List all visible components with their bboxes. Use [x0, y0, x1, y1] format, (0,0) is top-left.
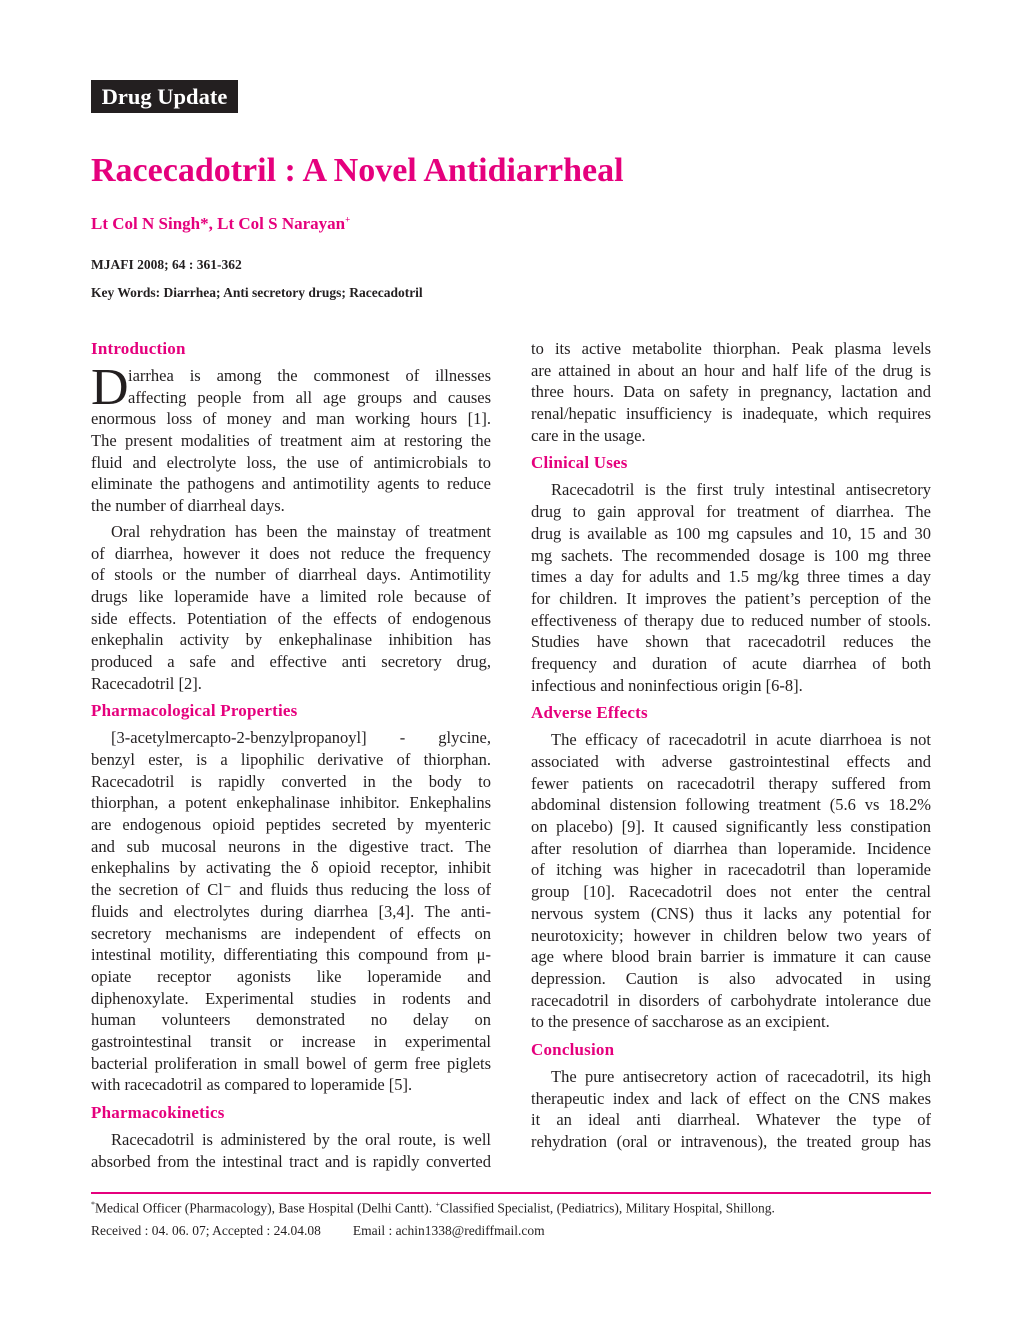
email[interactable]: Email : achin1338@rediffmail.com [352, 1223, 545, 1238]
text-line: absorbed from the intestinal tract and is rapidly converted [91, 1151, 491, 1171]
text-line: human volunteers demonstrated no delay on [91, 1010, 491, 1030]
text-line: to its active metabolite thiorphan. Peak plasma levels [531, 339, 931, 358]
text-line: enkephalins by activating the δ opioid receptor, inhibit [91, 858, 491, 878]
section-heading: Clinical Uses [531, 453, 628, 473]
affiliation-2: Classified Specialist, (Pediatrics), Military Hospital, Shillong. [440, 1200, 775, 1216]
text-line: are endogenous opioid peptides secreted by myenteric [91, 815, 491, 835]
author-2-mark: + [345, 214, 351, 225]
section-heading: Pharmacokinetics [91, 1103, 225, 1122]
author-1: Lt Col N Singh* [91, 214, 209, 233]
affiliation-1-mark: * [91, 1200, 95, 1209]
text-line: mg sachets. The recommended dosage is 100 mg three [531, 545, 931, 565]
affiliation-2-mark: + [435, 1200, 441, 1209]
text-line: thiorphan, a potent enkephalinase inhibitor. Enkephalins [91, 793, 491, 813]
text-line: gastrointestinal transit or increase in experimental [91, 1031, 491, 1051]
text-line: times a day for adults and 1.5 mg/kg three times a day [531, 567, 931, 587]
text-line: nervous system (CNS) thus it lacks any potential for [531, 903, 931, 923]
text-line: eliminate the pathogens and antimotility agents to reduce [91, 474, 491, 494]
section-badge: Drug Update [91, 80, 238, 113]
text-line: therapeutic index and lack of effect on the CNS makes [531, 1088, 931, 1108]
text-line: enkephalin activity by enkephalinase inhibition has [91, 630, 491, 650]
text-line: enormous loss of money and man working hours [1]. [91, 409, 491, 429]
paragraph [531, 479, 931, 696]
text-line: affecting people from all age groups and causes [128, 387, 491, 407]
text-line: Racecadotril is the first truly intestinal antisecretory [551, 480, 931, 500]
text-line: diphenoxylate. Experimental studies in rodents and [91, 988, 491, 1008]
text-line: care in the usage. [531, 425, 646, 445]
paragraph [531, 729, 931, 1033]
article-title: Racecadotril : A Novel Antidiarrheal [91, 152, 624, 189]
text-line: depression. Caution is also advocated in using [531, 968, 931, 988]
text-line: neurotoxicity; however in children below two years of [531, 925, 931, 945]
text-line: of diarrhea, however it does not reduce the frequency [91, 543, 491, 563]
text-line: group [10]. Racecadotril does not enter the central [531, 882, 931, 902]
text-line: opiate receptor agonists like loperamide and [91, 966, 491, 986]
text-line: three hours. Data on safety in pregnancy, lactation and [531, 382, 931, 402]
paragraph [531, 1066, 931, 1153]
dates-and-email [91, 1223, 545, 1239]
text-line: frequency and duration of acute diarrhea of both [531, 653, 931, 673]
text-line: the secretion of Cl⁻ and fluids thus reducing the loss of [91, 880, 491, 900]
text-line: are attained in about an hour and half life of the drug is [531, 360, 931, 380]
text-line: it an ideal anti diarrheal. Whatever the type of [531, 1110, 931, 1130]
text-line: rehydration (oral or intravenous), the treated group has [531, 1132, 931, 1151]
text-line: and sub mucosal neurons in the digestive tract. The [91, 836, 491, 856]
text-line: fluid and electrolyte loss, the use of antimicrobials to [91, 452, 491, 472]
text-line: of itching was higher in racecadotril than loperamide [531, 860, 931, 880]
text-line: for children. It improves the patient’s perception of the [531, 588, 931, 608]
section-heading: Introduction [91, 339, 186, 358]
paragraph [91, 521, 491, 695]
text-line: The present modalities of treatment aim at restoring the [91, 431, 491, 451]
text-line: drug to gain approval for treatment of diarrhea. The [531, 502, 931, 522]
affiliation-1: Medical Officer (Pharmacology), Base Hospital (Delhi Cantt). [95, 1200, 433, 1216]
text-line: secretory mechanisms are independent of effects on [91, 923, 491, 943]
text-line: The pure antisecretory action of racecadotril, its high [551, 1066, 931, 1086]
footer-divider [91, 1192, 931, 1194]
text-line: Oral rehydration has been the mainstay of treatment [111, 521, 491, 541]
text-line: side effects. Potentiation of the effects of endogenous [91, 608, 491, 628]
text-line: fewer patients on racecadotril therapy suffered from [531, 773, 931, 793]
text-line: after resolution of diarrhea than loperamide. Incidence [531, 838, 931, 858]
text-line: Racecadotril [2]. [91, 673, 202, 693]
text-line: with racecadotril as compared to loperamide [5]. [91, 1075, 413, 1095]
text-line: benzyl ester, is a lipophilic derivative of thiorphan. [91, 750, 491, 769]
author-separator: , [208, 214, 218, 233]
drop-cap: D [91, 359, 129, 416]
text-line: the number of diarrheal days. [91, 496, 285, 516]
paragraph [91, 1129, 491, 1172]
text-line: of stools or the number of diarrheal days. Antimotility [91, 565, 491, 585]
text-line: iarrhea is among the commonest of illnesses [128, 366, 491, 385]
text-line: on placebo) [9]. It caused significantly less constipation [531, 817, 931, 837]
text-line: The efficacy of racecadotril in acute diarrhoea is not [551, 730, 931, 750]
section-heading: Conclusion [531, 1039, 615, 1059]
text-line: intestinal motility, differentiating this compound from μ- [91, 945, 491, 965]
text-line: associated with adverse gastrointestinal effects and [531, 752, 931, 771]
text-line: to the presence of saccharose as an excipient. [531, 1012, 830, 1032]
paragraph [531, 338, 931, 446]
text-line: fluids and electrolytes during diarrhea [3,4]. The anti- [91, 901, 491, 921]
text-line: drug is available as 100 mg capsules and 10, 15 and 30 [531, 523, 931, 543]
author-2: Lt Col S Narayan [217, 214, 346, 233]
text-line: infectious and noninfectious origin [6-8]. [531, 675, 803, 695]
text-line: [3-acetylmercapto-2-benzylpropanoyl] - glycine, [111, 728, 491, 748]
keywords: Key Words: Diarrhea; Anti secretory drugs; Racecadotril [91, 285, 423, 300]
text-line: Studies have shown that racecadotril reduces the [531, 632, 931, 652]
text-line: drugs like loperamide have a limited role because of [91, 586, 491, 606]
text-line: effectiveness of therapy due to reduced number of stools. [531, 610, 931, 630]
received-accepted: Received : 04. 06. 07; Accepted : 24.04.08 [91, 1223, 321, 1238]
section-heading: Pharmacological Properties [91, 701, 298, 721]
text-line: Racecadotril is rapidly converted in the body to [91, 771, 491, 791]
authors [91, 214, 350, 234]
citation: MJAFI 2008; 64 : 361-362 [91, 257, 242, 272]
affiliations [91, 1200, 775, 1217]
text-line: racecadotril in disorders of carbohydrate intolerance due [531, 990, 931, 1010]
left-column [91, 338, 491, 1172]
paragraph [91, 359, 491, 517]
text-line: produced a safe and effective anti secretory drug, [91, 651, 491, 671]
text-line: bacterial proliferation in small bowel of germ free piglets [91, 1053, 491, 1073]
text-line: abdominal distension following treatment (5.6 vs 18.2% [531, 795, 931, 815]
right-column [531, 338, 931, 1153]
text-line: age where blood brain barrier is immature it can cause [531, 947, 931, 967]
paragraph [91, 727, 491, 1096]
text-line: renal/hepatic insufficiency is inadequate, which requires [531, 404, 931, 424]
section-heading: Adverse Effects [531, 703, 648, 723]
text-line: Racecadotril is administered by the oral route, is well [111, 1130, 491, 1149]
